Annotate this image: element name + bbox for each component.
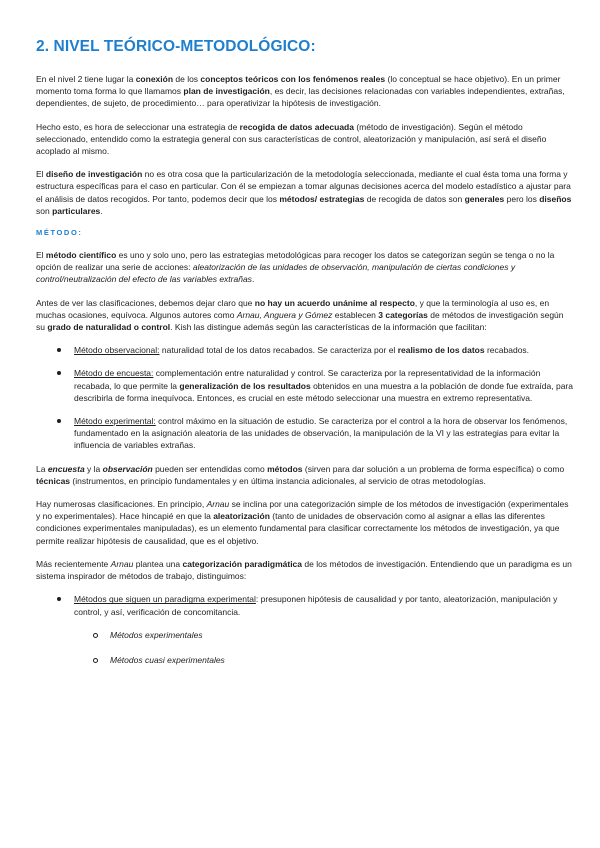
paragraph-classifications: Antes de ver las clasificaciones, debemos dejar claro que no hay un acuerdo unánime al respecto, y que la terminología al uso es, en muchas ocasiones, equívoca. Algunos autores como Arnau, Anguera y Gómez establecen 3 categorías de métodos de investigación según su grado de naturalidad o control. Kish las distingue además según las características de la información que facilitan:	[36, 297, 564, 333]
paragraph-scientific-method: El método científico es uno y solo uno, pero las estrategias metodológicas para recoger los datos se categorizan según se tenga o no la opción de realizar una serie de acciones: aleatorización de las unidades de observación, manipulación de ciertas condiciones y control/neutralización del efecto de las variables extrañas.	[36, 250, 555, 285]
paragraph-research-design: El diseño de investigación no es otra cosa que la particularización de la metodología seleccionada, mediante el cual ésta toma una forma y estructura específicas para el caso en particular. Con él se empiezan a tomar algunas decisiones acerca del modelo estadístico a ajustar para el análisis de datos recogidos. Por tanto, podemos decir que los métodos/ estrategias de recogida de datos son generales pero los diseños son particulares.	[36, 169, 572, 216]
paragraph-data-collection: Hecho esto, es hora de seleccionar una estrategia de recogida de datos adecuada (método de investigación). Según el método seleccionado, entendido como la estrategia general con sus características de control, aleatorización y manipulación, así será el diseño acoplado al mismo.	[36, 121, 547, 157]
paradigm-list	[36, 593, 574, 617]
paragraph-survey-observation: La encuesta y la observación pueden ser entendidas como métodos (sirven para dar solución a un problema de forma específica) o como técnicas (instrumentos, en principio fundamentales y en última instancia adicionales, al servicio de otras metodologías.	[36, 463, 565, 486]
paragraph-connection: En el nivel 2 tiene lugar la conexión de los conceptos teóricos con los fenómenos reales (lo conceptual se hace objetivo). En un primer momento toma forma lo que llamamos plan de investigación, es decir, las decisiones relacionadas con variables independientes, extrañas, dependientes, de sujeto, de procedimiento… para operativizar la hipótesis de investigación.	[36, 74, 565, 109]
method-types-list	[36, 344, 574, 451]
list-item-observational: Método observacional: naturalidad total de los datos recabados. Se caracteriza por el realismo de los datos recabados.	[36, 344, 574, 356]
list-item-experimental-paradigm: Métodos que siguen un paradigma experimental: presuponen hipótesis de causalidad y por tanto, aleatorización, manipulación y control, y así, verificación de concomitancia.	[36, 593, 574, 617]
document-page	[36, 38, 574, 679]
list-item-experimental: Método experimental: control máximo en la situación de estudio. Se caracteriza por el control a la hora de observar los fenómenos, fundamentado en la asignación aleatoria de las unidades de observación, la manipulación de la VI y las estrategias para evitar la influencia de variables extrañas.	[36, 415, 574, 452]
sublist-item: Métodos experimentales	[36, 629, 574, 641]
paradigm-sublist	[36, 629, 574, 666]
list-item-survey: Método de encuesta: complementación entre naturalidad y control. Se caracteriza por la representatividad de la información recabada, lo que permite la generalización de los resultados obtenidos en una muestra a la población de donde fue extraída, para describirla de forma inequívoca. Entonces, es crucial en este método seleccionar una muestra en extremo representativa.	[36, 367, 574, 404]
paragraph-arnau-classification: Hay numerosas clasificaciones. En principio, Arnau se inclina por una categorización simple de los métodos de investigación (experimentales y no experimentales). Hace hincapié en que la aleatorización (tanto de unidades de observación como al asignar a ellas las diferentes condiciones experimentales manipuladas), es un elemento fundamental para clasificar correctamente los métodos de investigación, ya que permite realizar hipótesis de causalidad, que es el objetivo.	[36, 499, 569, 546]
method-subheading: MÉTODO:	[36, 228, 83, 238]
section-heading: 2. NIVEL TEÓRICO-METODOLÓGICO:	[36, 38, 316, 55]
sublist-item: Métodos cuasi experimentales	[36, 654, 574, 666]
paragraph-paradigmatic: Más recientemente Arnau plantea una categorización paradigmática de los métodos de investigación. Entendiendo que un paradigma es un sistema inspirador de métodos de trabajo, distinguimos:	[36, 558, 572, 582]
